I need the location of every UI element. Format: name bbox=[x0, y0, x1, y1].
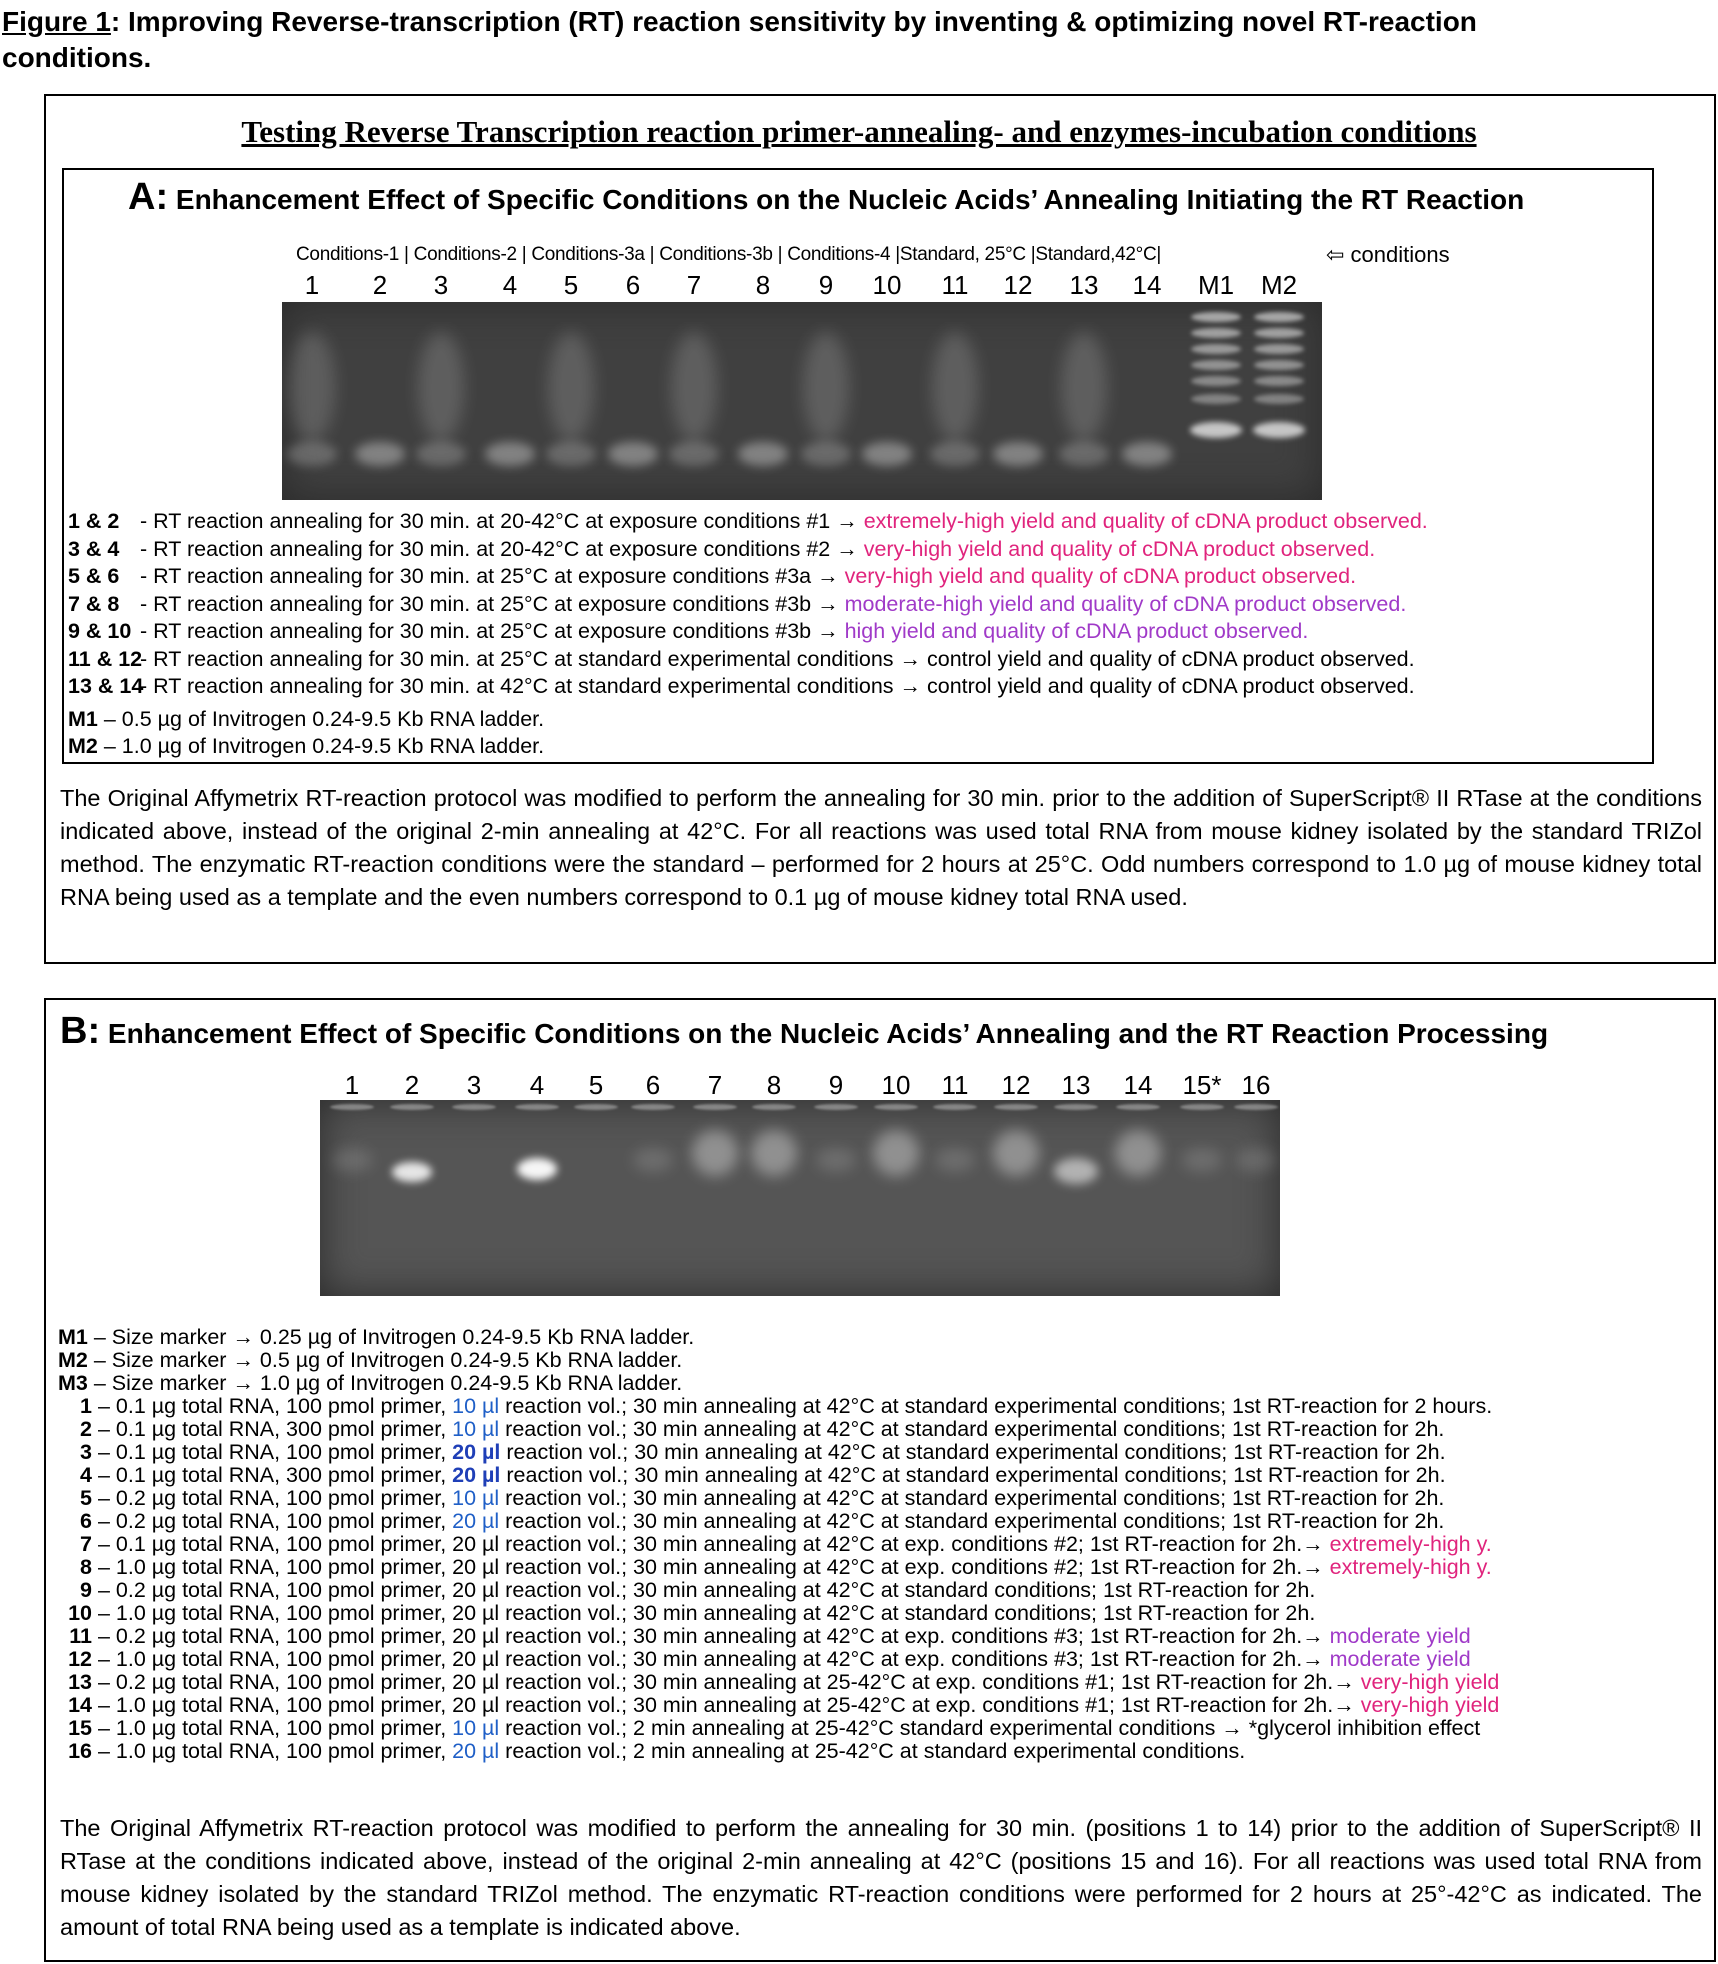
legend-row bbox=[58, 1694, 1499, 1717]
legend-key: 3 & 4 bbox=[68, 536, 120, 561]
reaction-volume: 20 µl bbox=[452, 1532, 500, 1556]
legend-text: – 1.0 µg total RNA, 100 pmol primer, bbox=[92, 1601, 453, 1625]
legend-key: 16 bbox=[68, 1739, 92, 1763]
legend-text: reaction vol.; 30 min annealing at 42°C at standard experimental conditions; 1st RT-reaction for 2h. bbox=[499, 1486, 1445, 1510]
gel-band bbox=[355, 442, 405, 466]
gel-band bbox=[803, 332, 849, 442]
legend-key: 7 & 8 bbox=[68, 591, 120, 616]
gel-band bbox=[1254, 344, 1304, 354]
legend-key: 9 bbox=[80, 1578, 92, 1602]
gel-band bbox=[1182, 1148, 1222, 1172]
marker-row bbox=[58, 1326, 694, 1349]
legend-result: moderate yield bbox=[1329, 1647, 1471, 1671]
legend-row bbox=[58, 1487, 1444, 1510]
reaction-volume: 20 µl bbox=[452, 1739, 500, 1763]
gel-band bbox=[1191, 344, 1241, 354]
gel-band bbox=[1116, 1104, 1160, 1110]
gel-band bbox=[933, 1104, 977, 1110]
legend-text: – 0.2 µg total RNA, 100 pmol primer, bbox=[92, 1486, 453, 1510]
legend-text: - RT reaction annealing for 30 min. at 25°C at exposure conditions #3b → bbox=[140, 591, 845, 616]
lane-label: 12 bbox=[1003, 270, 1033, 300]
legend-text: reaction vol.; 30 min annealing at 42°C at exp. conditions #3; 1st RT-reaction for 2h.→ bbox=[499, 1647, 1330, 1671]
lane-label: 15* bbox=[1182, 1070, 1222, 1100]
gel-band bbox=[692, 1130, 738, 1176]
reaction-volume: 20 µl bbox=[452, 1647, 500, 1671]
legend-key: 15 bbox=[68, 1716, 92, 1740]
reaction-volume: 20 µl bbox=[452, 1624, 500, 1648]
gel-band bbox=[515, 1104, 559, 1110]
reaction-volume: 20 µl bbox=[452, 1578, 500, 1602]
legend-text: - RT reaction annealing for 30 min. at 20-42°C at exposure conditions #1 → bbox=[140, 509, 864, 533]
gel-band bbox=[289, 332, 335, 442]
lane-label: 1 bbox=[304, 270, 320, 300]
legend-row bbox=[68, 563, 1356, 590]
gel-band bbox=[1191, 376, 1241, 386]
legend-text: – 0.2 µg total RNA, 100 pmol primer, bbox=[92, 1509, 453, 1533]
legend-text: – 1.0 µg total RNA, 100 pmol primer, bbox=[92, 1647, 453, 1671]
lane-label: 1 bbox=[344, 1070, 360, 1100]
gel-band bbox=[693, 1104, 737, 1110]
legend-text: reaction vol.; 30 min annealing at 42°C at standard experimental conditions; 1st RT-reaction for 2h. bbox=[500, 1463, 1446, 1487]
gel-band bbox=[633, 1148, 673, 1172]
marker-text: – Size marker → 0.5 µg of Invitrogen 0.24-9.5 Kb RNA ladder. bbox=[87, 1348, 683, 1372]
gel-band bbox=[1191, 360, 1241, 370]
legend-text: reaction vol.; 30 min annealing at 42°C at exp. conditions #3; 1st RT-reaction for 2h.→ bbox=[499, 1624, 1330, 1648]
gel-band bbox=[1234, 1104, 1278, 1110]
legend-result: high yield and quality of cDNA product observed. bbox=[844, 619, 1309, 643]
legend-row bbox=[58, 1510, 1444, 1533]
gel-image-b bbox=[320, 1100, 1280, 1296]
panel-a-letter: A: bbox=[128, 176, 169, 218]
reaction-volume: 20 µl bbox=[452, 1601, 500, 1625]
reaction-volume: 20 µl bbox=[452, 1555, 500, 1579]
legend-result: very-high yield bbox=[1360, 1693, 1500, 1717]
legend-text: – 0.1 µg total RNA, 300 pmol primer, bbox=[92, 1417, 453, 1441]
lane-label: 8 bbox=[766, 1070, 782, 1100]
legend-result: very-high yield and quality of cDNA product observed. bbox=[844, 564, 1357, 588]
gel-band bbox=[548, 332, 594, 442]
lane-label: 12 bbox=[1001, 1070, 1031, 1100]
gel-band bbox=[930, 442, 980, 466]
gel-band bbox=[1180, 1104, 1224, 1110]
gel-band bbox=[330, 1104, 374, 1110]
legend-text: reaction vol.; 30 min annealing at 42°C at standard conditions; 1st RT-reaction for 2h. bbox=[499, 1578, 1316, 1602]
legend-text: reaction vol.; 30 min annealing at 42°C at exp. conditions #2; 1st RT-reaction for 2h.→ bbox=[499, 1532, 1330, 1556]
gel-band bbox=[1054, 1104, 1098, 1110]
lane-label: 4 bbox=[529, 1070, 545, 1100]
legend-row bbox=[58, 1579, 1315, 1602]
gel-band bbox=[751, 1130, 797, 1176]
figure-title bbox=[2, 4, 1702, 76]
marker-m2-line: M2 – 1.0 µg of Invitrogen 0.24-9.5 Kb RNA ladder. bbox=[68, 734, 545, 758]
reaction-volume: 20 µl bbox=[452, 1509, 500, 1533]
gel-band bbox=[801, 442, 851, 466]
legend-result: moderate yield bbox=[1329, 1624, 1471, 1648]
lane-label: 6 bbox=[625, 270, 641, 300]
reaction-volume: 20 µl bbox=[452, 1463, 501, 1487]
marker-row bbox=[58, 1372, 682, 1395]
lane-label: 10 bbox=[881, 1070, 911, 1100]
lane-label: 10 bbox=[872, 270, 902, 300]
legend-row bbox=[58, 1625, 1471, 1648]
gel-band bbox=[1254, 328, 1304, 338]
legend-result: extremely-high yield and quality of cDNA product observed. bbox=[863, 509, 1428, 533]
marker-text: – Size marker → 0.25 µg of Invitrogen 0.24-9.5 Kb RNA ladder. bbox=[87, 1325, 695, 1349]
gel-band bbox=[608, 442, 658, 466]
legend-key: 13 bbox=[68, 1670, 92, 1694]
lane-label: 14 bbox=[1123, 1070, 1153, 1100]
legend-row bbox=[58, 1671, 1499, 1694]
legend-key: 5 bbox=[80, 1486, 92, 1510]
testing-title: Testing Reverse Transcription reaction primer-annealing- and enzymes-incubation conditions bbox=[241, 114, 1477, 149]
legend-text: reaction vol.; 30 min annealing at 42°C at standard experimental conditions; 1st RT-reaction for 2h. bbox=[499, 1509, 1445, 1533]
marker-m1-line: M1 – 0.5 µg of Invitrogen 0.24-9.5 Kb RNA ladder. bbox=[68, 707, 545, 731]
panel-b-letter: B: bbox=[60, 1010, 101, 1052]
legend-row bbox=[58, 1648, 1471, 1671]
reaction-volume: 20 µl bbox=[452, 1440, 501, 1464]
gel-band bbox=[862, 442, 912, 466]
legend-key: 14 bbox=[68, 1693, 92, 1717]
marker-row bbox=[58, 1349, 682, 1372]
legend-row bbox=[58, 1395, 1492, 1418]
panel-a-title: Enhancement Effect of Specific Conditions on the Nucleic Acids’ Annealing Initiating the RT Reaction bbox=[175, 184, 1525, 215]
gel-band bbox=[1254, 312, 1304, 322]
gel-band bbox=[814, 1104, 858, 1110]
gel-band bbox=[517, 1158, 557, 1180]
legend-key: 3 bbox=[80, 1440, 92, 1464]
legend-row bbox=[68, 618, 1308, 645]
gel-band bbox=[1190, 422, 1242, 438]
conditions-row: Conditions-1 | Conditions-2 | Conditions-3a | Conditions-3b | Conditions-4 |Standard, 25°C |Standard,42°C| bbox=[296, 244, 1161, 265]
figure-title-text: : Improving Reverse-transcription (RT) reaction sensitivity by inventing & optimizing novel RT-reaction bbox=[110, 6, 1477, 37]
legend-result: extremely-high y. bbox=[1329, 1555, 1492, 1579]
lane-label: 11 bbox=[941, 270, 969, 300]
marker-key: M3 bbox=[58, 1371, 88, 1395]
legend-text: reaction vol.; 30 min annealing at 42°C at standard experimental conditions; 1st RT-reaction for 2h. bbox=[499, 1417, 1445, 1441]
gel-band bbox=[631, 1104, 675, 1110]
gel-band bbox=[738, 442, 788, 466]
lane-label: 8 bbox=[755, 270, 771, 300]
gel-band bbox=[1253, 422, 1305, 438]
lane-label: 11 bbox=[941, 1070, 969, 1100]
legend-text: reaction vol.; 30 min annealing at 25-42°C at exp. conditions #1; 1st RT-reaction for 2h.→ bbox=[499, 1670, 1361, 1694]
gel-band bbox=[935, 1148, 975, 1172]
legend-row bbox=[58, 1556, 1492, 1579]
gel-band bbox=[287, 442, 337, 466]
legend-text: reaction vol.; 30 min annealing at 42°C at standard experimental conditions; 1st RT-reaction for 2 hours. bbox=[499, 1394, 1493, 1418]
legend-key: 7 bbox=[80, 1532, 92, 1556]
gel-band bbox=[873, 1130, 919, 1176]
gel-band bbox=[671, 332, 717, 442]
reaction-volume: 10 µl bbox=[452, 1417, 500, 1441]
legend-text: – 1.0 µg total RNA, 100 pmol primer, bbox=[92, 1739, 453, 1763]
legend-key: 12 bbox=[68, 1647, 92, 1671]
legend-text: – 1.0 µg total RNA, 100 pmol primer, bbox=[92, 1716, 453, 1740]
lane-label: 2 bbox=[404, 1070, 420, 1100]
legend-key: 10 bbox=[68, 1601, 92, 1625]
lane-label: M2 bbox=[1260, 270, 1298, 300]
gel-band bbox=[752, 1104, 796, 1110]
legend-text: - RT reaction annealing for 30 min. at 25°C at exposure conditions #3b → bbox=[140, 619, 845, 643]
gel-band bbox=[1254, 376, 1304, 386]
marker-key: M1 bbox=[58, 1325, 88, 1349]
gel-band bbox=[1122, 442, 1172, 466]
gel-band bbox=[816, 1148, 856, 1172]
legend-text: – 0.2 µg total RNA, 100 pmol primer, bbox=[92, 1624, 453, 1648]
gel-band bbox=[993, 1130, 1039, 1176]
reaction-volume: 20 µl bbox=[452, 1693, 500, 1717]
gel-band bbox=[332, 1148, 372, 1172]
legend-row bbox=[58, 1441, 1446, 1464]
gel-band bbox=[452, 1104, 496, 1110]
legend-text: - RT reaction annealing for 30 min. at 25°C at exposure conditions #3a → bbox=[140, 564, 845, 588]
legend-text: – 0.1 µg total RNA, 300 pmol primer, bbox=[92, 1463, 453, 1487]
gel-image-a bbox=[282, 302, 1322, 500]
lane-label: 9 bbox=[818, 270, 834, 300]
lane-label: 13 bbox=[1061, 1070, 1091, 1100]
lane-label: 14 bbox=[1132, 270, 1162, 300]
legend-text: - RT reaction annealing for 30 min. at 25°C at standard experimental conditions → control yield and quality of cDNA product observed. bbox=[140, 646, 1415, 671]
legend-key: 2 bbox=[80, 1417, 92, 1441]
lane-label: 3 bbox=[466, 1070, 482, 1100]
conditions-arrow-label: ⇦ conditions bbox=[1326, 242, 1450, 267]
lane-label: 6 bbox=[645, 1070, 661, 1100]
gel-band bbox=[1191, 312, 1241, 322]
legend-row bbox=[68, 673, 1415, 700]
figure-title-line2: conditions. bbox=[2, 42, 152, 73]
panel-a-paragraph: The Original Affymetrix RT-reaction protocol was modified to perform the annealing for 30 min. prior to the addition of SuperScript® II RTase at the conditions indicated above, instead of the original 2-min annealing at 42°C. For all reactions was used total RNA from mouse kidney isolated by the standard TRIZol method. The enzymatic RT-reaction conditions were the standard – performed for 2 hours at 25°C. Odd numbers correspond to 1.0 µg of mouse kidney total RNA being used as a template and the even numbers correspond to 0.1 µg of mouse kidney total RNA used. bbox=[60, 785, 1702, 910]
lane-label: 7 bbox=[707, 1070, 723, 1100]
legend-row bbox=[58, 1740, 1245, 1763]
legend-text: reaction vol.; 30 min annealing at 25-42°C at exp. conditions #1; 1st RT-reaction for 2h.→ bbox=[499, 1693, 1361, 1717]
lane-label: 2 bbox=[372, 270, 388, 300]
gel-band bbox=[1236, 1148, 1276, 1172]
legend-text: – 1.0 µg total RNA, 100 pmol primer, bbox=[92, 1555, 453, 1579]
legend-text: reaction vol.; 30 min annealing at 42°C at standard experimental conditions; 1st RT-reaction for 2h. bbox=[500, 1440, 1446, 1464]
legend-key: 1 & 2 bbox=[68, 509, 120, 533]
gel-band bbox=[1191, 394, 1241, 404]
panel-b-heading bbox=[60, 1010, 1548, 1053]
legend-row bbox=[58, 1418, 1444, 1441]
gel-band bbox=[1254, 394, 1304, 404]
legend-row bbox=[68, 508, 1428, 535]
lane-label: 3 bbox=[433, 270, 449, 300]
marker-text: – Size marker → 1.0 µg of Invitrogen 0.24-9.5 Kb RNA ladder. bbox=[87, 1371, 683, 1395]
gel-band bbox=[390, 1104, 434, 1110]
legend-key: 11 bbox=[69, 1624, 92, 1648]
panel-b-paragraph: The Original Affymetrix RT-reaction protocol was modified to perform the annealing for 30 min. (positions 1 to 14) prior to the addition of SuperScript® II RTase at the conditions indicated above, instead of the original 2-min annealing at 42°C (positions 15 and 16). For all reactions was used total RNA from mouse kidney isolated by the standard TRIZol method. The enzymatic RT-reaction conditions were performed for 2 hours at 25°-42°C as indicated. The amount of total RNA being used as a template is indicated above. bbox=[60, 1815, 1702, 1940]
legend-row bbox=[68, 591, 1406, 618]
legend-key: 5 & 6 bbox=[68, 564, 120, 588]
lane-label: M1 bbox=[1197, 270, 1235, 300]
legend-key: 4 bbox=[80, 1463, 92, 1487]
gel-band bbox=[994, 1104, 1038, 1110]
figure-label: Figure 1 bbox=[2, 6, 111, 37]
reaction-volume: 20 µl bbox=[452, 1670, 500, 1694]
legend-row bbox=[58, 1464, 1446, 1487]
lane-label: 7 bbox=[686, 270, 702, 300]
reaction-volume: 10 µl bbox=[452, 1716, 500, 1740]
lane-label: 13 bbox=[1069, 270, 1099, 300]
legend-text: – 0.2 µg total RNA, 100 pmol primer, bbox=[92, 1670, 453, 1694]
reaction-volume: 10 µl bbox=[452, 1486, 500, 1510]
gel-band bbox=[932, 332, 978, 442]
gel-band bbox=[1054, 1158, 1098, 1184]
gel-band bbox=[574, 1104, 618, 1110]
legend-text: reaction vol.; 30 min annealing at 42°C at standard conditions; 1st RT-reaction for 2h. bbox=[499, 1601, 1316, 1625]
legend-result: very-high yield and quality of cDNA product observed. bbox=[863, 536, 1376, 561]
legend-row bbox=[68, 646, 1415, 673]
legend-text: - RT reaction annealing for 30 min. at 20-42°C at exposure conditions #2 → bbox=[140, 536, 864, 561]
legend-result: very-high yield bbox=[1360, 1670, 1500, 1694]
legend-key: 11 & 12 bbox=[68, 646, 143, 671]
lane-label: 5 bbox=[588, 1070, 604, 1100]
legend-row bbox=[58, 1533, 1492, 1556]
legend-key: 9 & 10 bbox=[68, 619, 132, 643]
gel-band bbox=[669, 442, 719, 466]
gel-band bbox=[1254, 360, 1304, 370]
legend-key: 1 bbox=[80, 1394, 92, 1418]
gel-band bbox=[546, 442, 596, 466]
legend-result: moderate-high yield and quality of cDNA product observed. bbox=[844, 591, 1407, 616]
legend-result: extremely-high y. bbox=[1329, 1532, 1492, 1556]
gel-band bbox=[416, 442, 466, 466]
legend-key: 8 bbox=[80, 1555, 92, 1579]
gel-band bbox=[993, 442, 1043, 466]
legend-text: – 0.1 µg total RNA, 100 pmol primer, bbox=[92, 1394, 453, 1418]
reaction-volume: 10 µl bbox=[452, 1394, 500, 1418]
lane-label: 9 bbox=[828, 1070, 844, 1100]
panel-b-title: Enhancement Effect of Specific Conditions on the Nucleic Acids’ Annealing and the RT Reaction Processing bbox=[107, 1018, 1549, 1049]
gel-band bbox=[1115, 1130, 1161, 1176]
lane-label: 5 bbox=[563, 270, 579, 300]
lane-label: 16 bbox=[1241, 1070, 1271, 1100]
legend-text: reaction vol.; 2 min annealing at 25-42°C standard experimental conditions → *glycerol inhibition effect bbox=[499, 1716, 1481, 1740]
gel-band bbox=[418, 332, 464, 442]
legend-row bbox=[58, 1602, 1315, 1625]
legend-text: – 0.2 µg total RNA, 100 pmol primer, bbox=[92, 1578, 453, 1602]
legend-text: – 0.1 µg total RNA, 100 pmol primer, bbox=[92, 1532, 453, 1556]
marker-key: M2 bbox=[58, 1348, 88, 1372]
legend-key: 13 & 14 bbox=[68, 674, 144, 698]
gel-band bbox=[392, 1162, 432, 1182]
legend-row bbox=[68, 536, 1375, 563]
legend-text: reaction vol.; 2 min annealing at 25-42°C at standard experimental conditions. bbox=[499, 1739, 1246, 1763]
gel-band bbox=[874, 1104, 918, 1110]
gel-band bbox=[485, 442, 535, 466]
gel-band bbox=[1191, 328, 1241, 338]
legend-row bbox=[58, 1717, 1480, 1740]
legend-text: – 0.1 µg total RNA, 100 pmol primer, bbox=[92, 1440, 453, 1464]
panel-a-heading bbox=[128, 176, 1524, 219]
legend-text: – 1.0 µg total RNA, 100 pmol primer, bbox=[92, 1693, 453, 1717]
gel-band bbox=[1061, 332, 1107, 442]
legend-key: 6 bbox=[80, 1509, 92, 1533]
legend-text: - RT reaction annealing for 30 min. at 42°C at standard experimental conditions → control yield and quality of cDNA product observed. bbox=[140, 674, 1415, 698]
gel-band bbox=[1059, 442, 1109, 466]
lane-label: 4 bbox=[502, 270, 518, 300]
legend-text: reaction vol.; 30 min annealing at 42°C at exp. conditions #2; 1st RT-reaction for 2h.→ bbox=[499, 1555, 1330, 1579]
